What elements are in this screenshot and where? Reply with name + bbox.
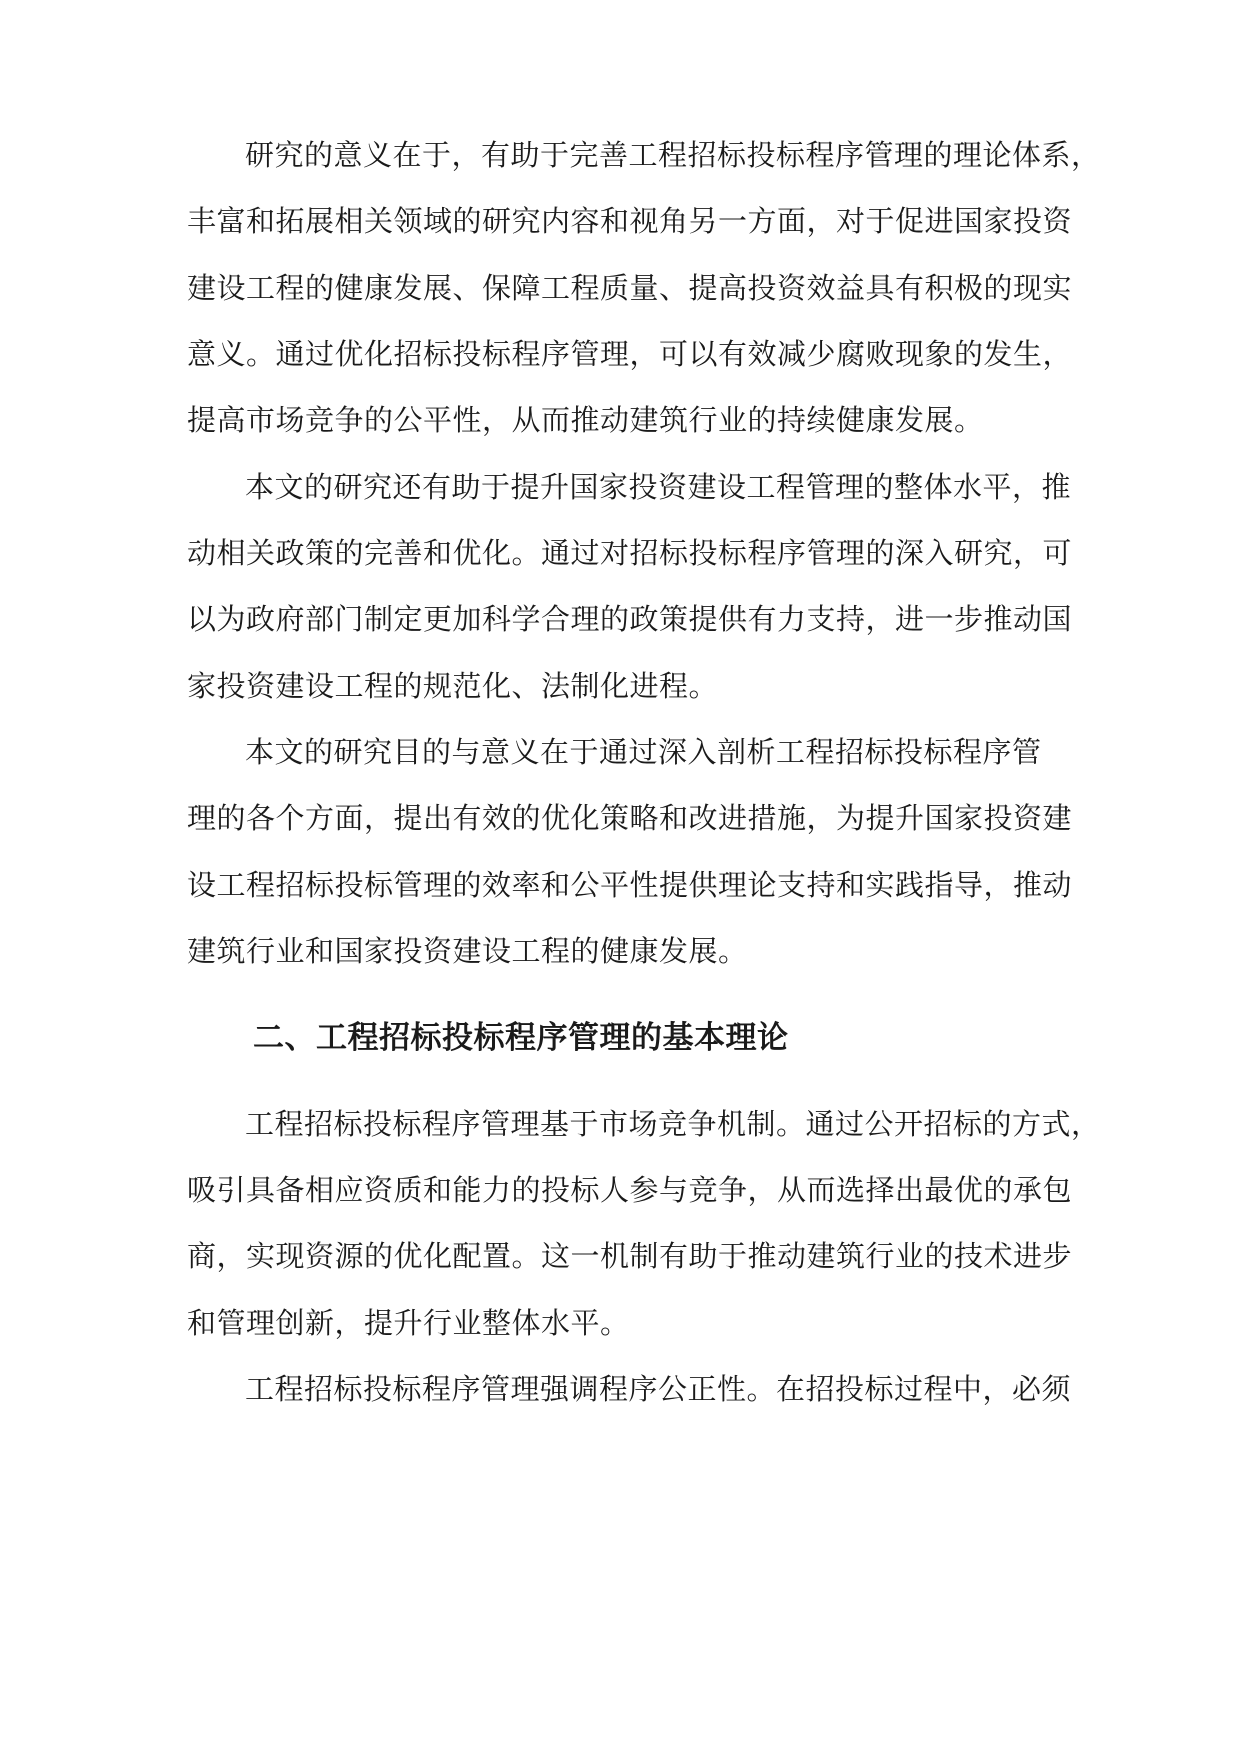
paragraph-1-line-1: 研究的意义在于，有助于完善工程招标投标程序管理的理论体系， — [245, 138, 1101, 172]
paragraph-2-line-1: 本文的研究还有助于提升国家投资建设工程管理的整体水平，推 — [245, 470, 1072, 504]
section-paragraph-1-line-4: 和管理创新，提升行业整体水平。 — [187, 1306, 630, 1340]
section-paragraph-1-line-1: 工程招标投标程序管理基于市场竞争机制。通过公开招标的方式， — [245, 1107, 1101, 1141]
paragraph-1-line-3: 建设工程的健康发展、保障工程质量、提高投资效益具有积极的现实 — [187, 271, 1073, 305]
paragraph-2-line-2: 动相关政策的完善和优化。通过对招标投标程序管理的深入研究，可 — [187, 536, 1073, 570]
section-paragraph-2-line-1: 工程招标投标程序管理强调程序公正性。在招投标过程中，必须 — [245, 1372, 1072, 1406]
section-paragraph-1-line-3: 商，实现资源的优化配置。这一机制有助于推动建筑行业的技术进步 — [187, 1239, 1073, 1273]
paragraph-3-line-4: 建筑行业和国家投资建设工程的健康发展。 — [187, 934, 748, 968]
paragraph-2-line-3: 以为政府部门制定更加科学合理的政策提供有力支持，进一步推动国 — [187, 602, 1073, 636]
paragraph-3-line-3: 设工程招标投标管理的效率和公平性提供理论支持和实践指导，推动 — [187, 868, 1073, 902]
paragraph-3-line-1: 本文的研究目的与意义在于通过深入剖析工程招标投标程序管 — [245, 735, 1042, 769]
paragraph-1-line-4: 意义。通过优化招标投标程序管理，可以有效减少腐败现象的发生， — [187, 337, 1073, 371]
paragraph-2-line-4: 家投资建设工程的规范化、法制化进程。 — [187, 669, 719, 703]
section-heading: 二、工程招标投标程序管理的基本理论 — [253, 1020, 789, 1056]
section-paragraph-1-line-2: 吸引具备相应资质和能力的投标人参与竞争，从而选择出最优的承包 — [187, 1173, 1073, 1207]
paragraph-3-line-2: 理的各个方面，提出有效的优化策略和改进措施，为提升国家投资建 — [187, 801, 1073, 835]
paragraph-1-line-5: 提高市场竞争的公平性，从而推动建筑行业的持续健康发展。 — [187, 403, 984, 437]
paragraph-1-line-2: 丰富和拓展相关领域的研究内容和视角另一方面，对于促进国家投资 — [187, 204, 1073, 238]
